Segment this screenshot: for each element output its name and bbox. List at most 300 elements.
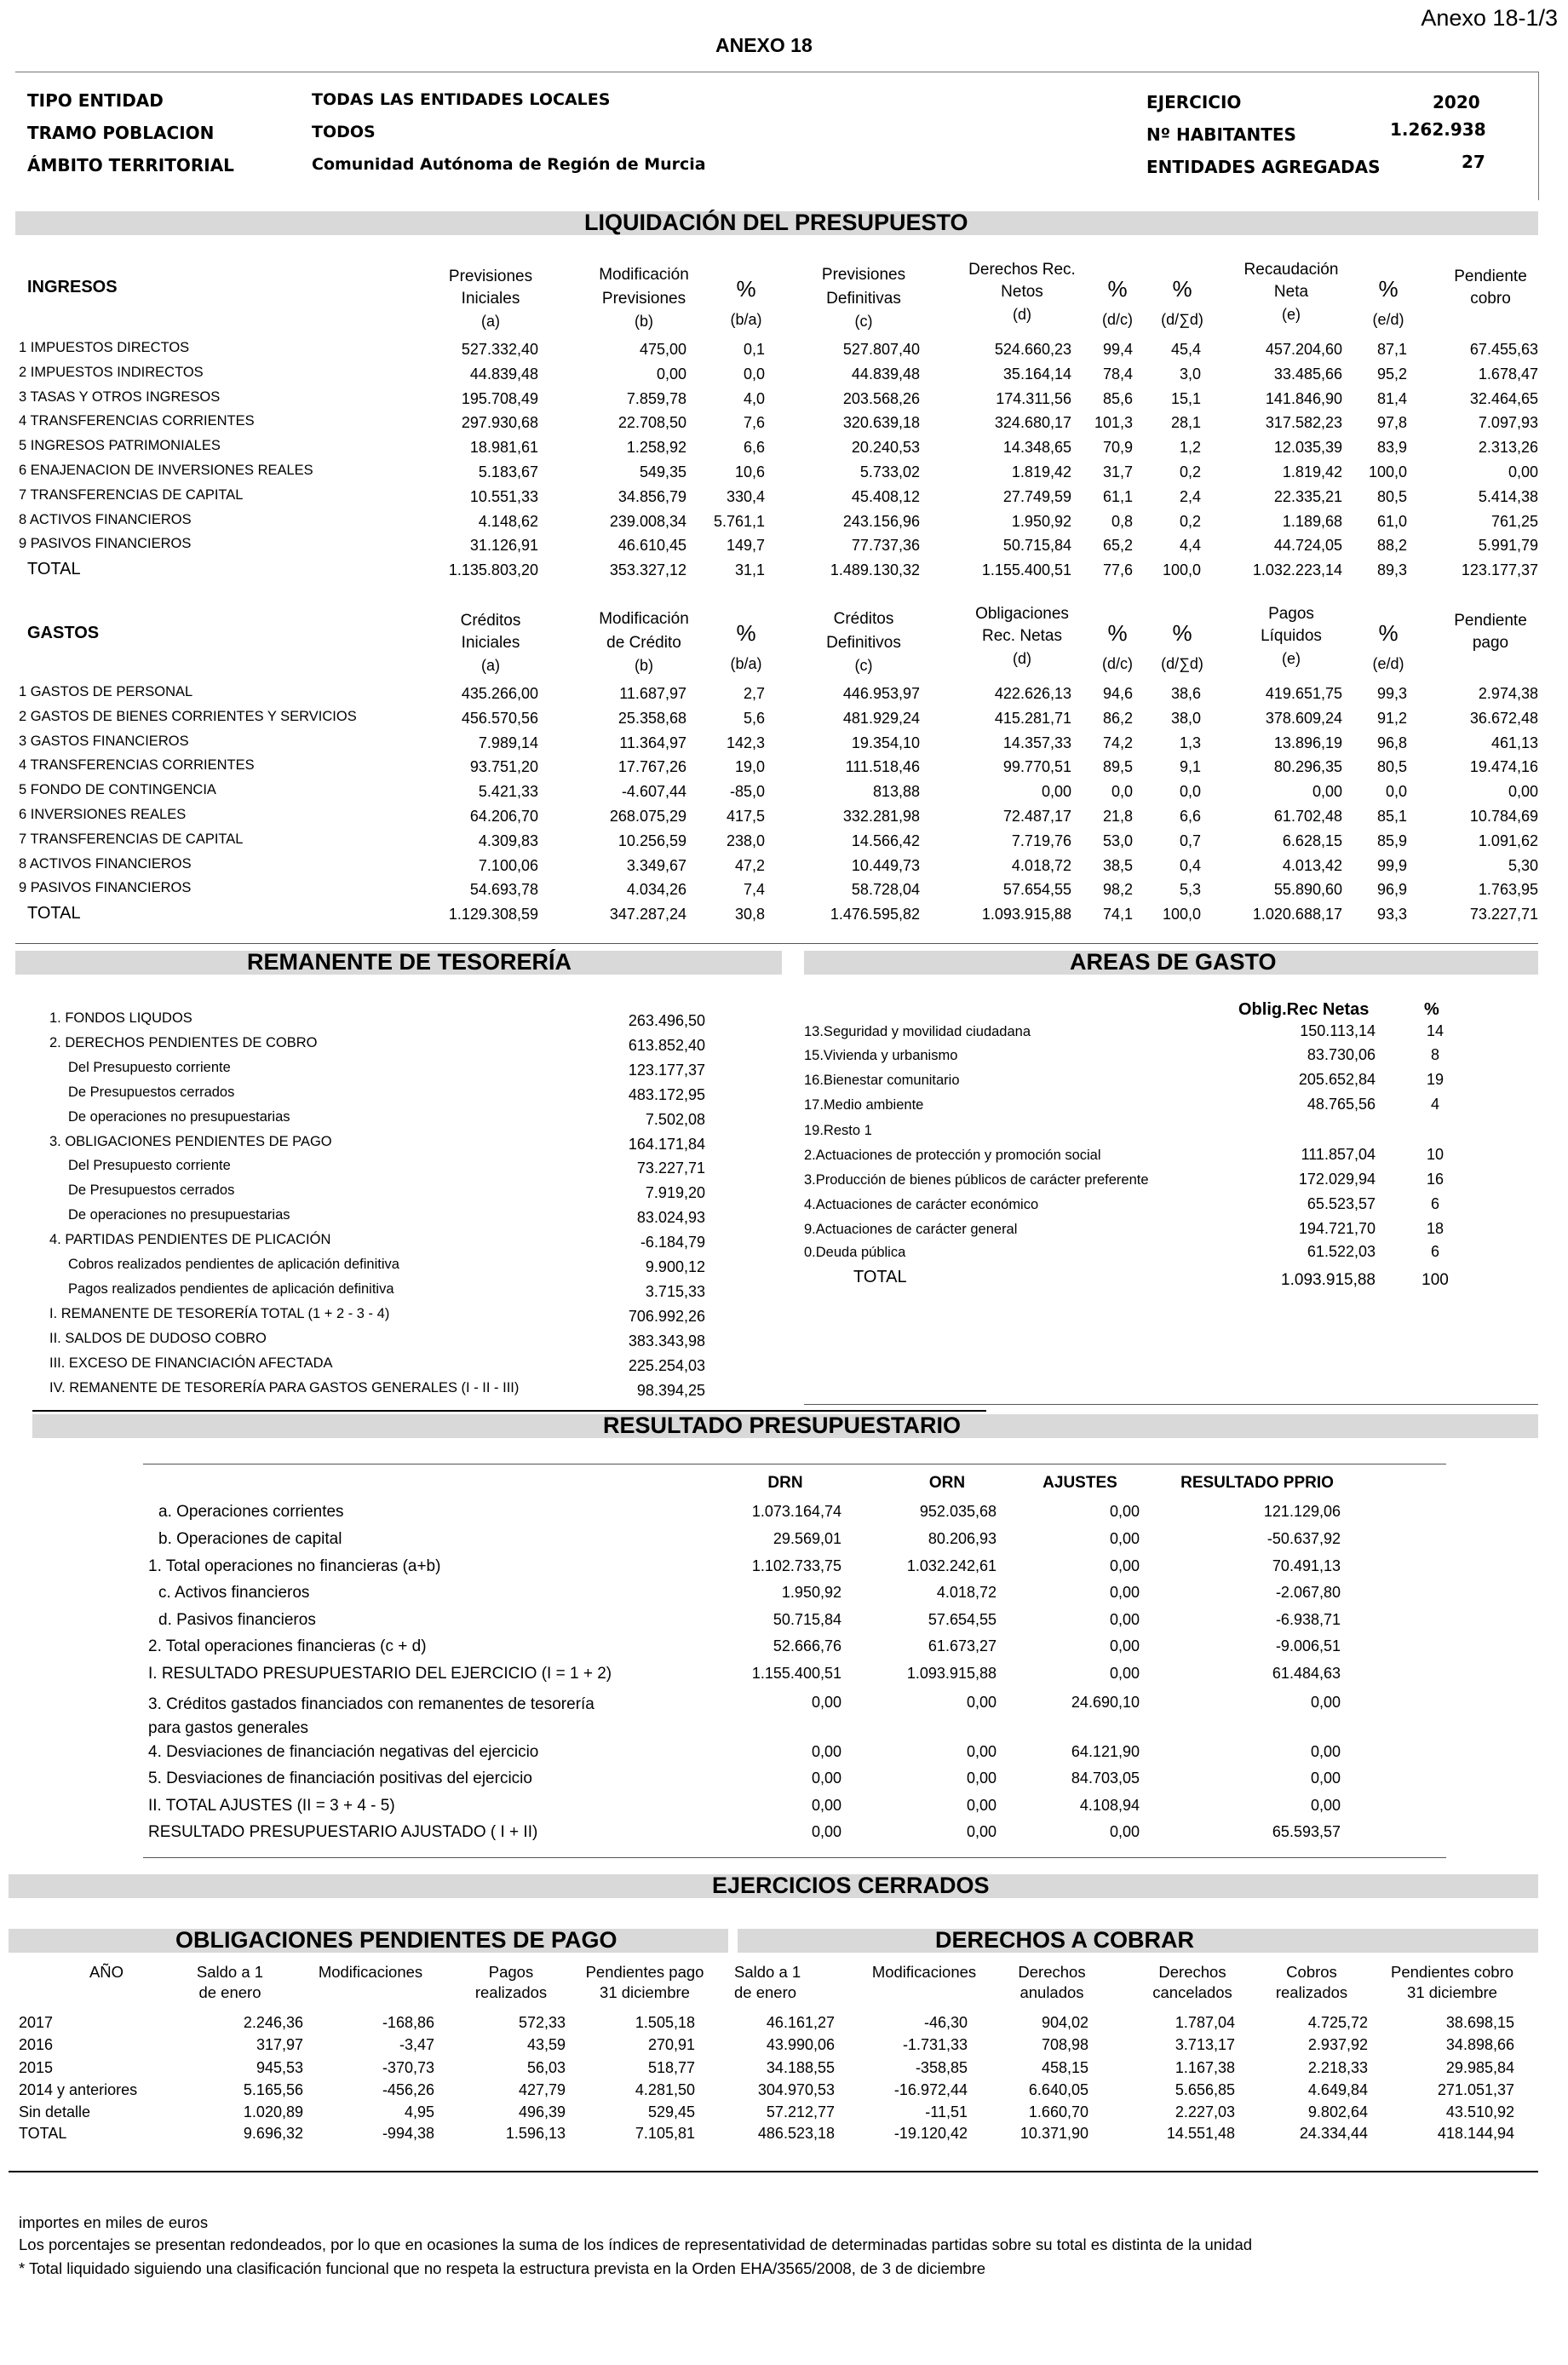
- areas-row-pct: 6: [1430, 1195, 1439, 1212]
- gastos-cell: 456.570,56: [461, 709, 538, 727]
- gastos-header-5-2: (d/c): [1102, 655, 1133, 672]
- gastos-header-5-0: %: [1107, 620, 1128, 646]
- remanente-row-value: 706.992,26: [628, 1307, 705, 1325]
- ingresos-cell: 1.678,47: [1478, 365, 1538, 383]
- resultado-row-label: 5. Desviaciones de financiación positivas del ejercicio: [148, 1769, 532, 1787]
- gastos-cell: 99,3: [1376, 685, 1407, 702]
- cerrados-cell: 945,53: [256, 2059, 303, 2076]
- resultado-row-label: 1. Total operaciones no financieras (a+b): [148, 1557, 441, 1575]
- cerrados-cell: 1.596,13: [505, 2125, 566, 2142]
- gastos-cell: 5,3: [1179, 881, 1201, 899]
- gastos-header-4-2: (d): [1013, 650, 1031, 667]
- resultado-row-label: 3. Créditos gastados financiados con remanentes de tesorería: [148, 1695, 594, 1713]
- ingresos-cell: 243.156,96: [842, 512, 920, 530]
- gastos-cell: 0,00: [1312, 783, 1342, 801]
- cerrados-cell: 14.551,48: [1166, 2125, 1235, 2142]
- gastos-cell: 85,1: [1376, 808, 1407, 825]
- ingresos-cell: 7.097,93: [1478, 414, 1538, 432]
- areas-row-pct: 8: [1430, 1046, 1439, 1063]
- gastos-header-0-2: (a): [481, 657, 500, 674]
- cerrados-cell: 2.937,92: [1307, 2036, 1368, 2053]
- gastos-row-label: 3 GASTOS FINANCIEROS: [19, 733, 189, 749]
- gastos-cell: 10.449,73: [851, 856, 920, 874]
- resultado-cell: 0,00: [1310, 1694, 1341, 1711]
- remanente-row-label: Del Presupuesto corriente: [68, 1158, 231, 1174]
- cerrados-cell: 46.161,27: [766, 2014, 835, 2031]
- remanente-row-label: Cobros realizados pendientes de aplicación definitiva: [68, 1257, 399, 1272]
- resultado-cell: 0,00: [811, 1769, 841, 1787]
- cerrados-cell: -3,47: [399, 2036, 434, 2053]
- gastos-cell: 7.100,06: [478, 856, 538, 874]
- ingresos-cell: 27.749,59: [1002, 487, 1071, 505]
- ingresos-cell: 1.032.223,14: [1252, 561, 1342, 579]
- ingresos-cell: 0,00: [656, 365, 686, 383]
- resultado-row-label: II. TOTAL AJUSTES (II = 3 + 4 - 5): [148, 1797, 395, 1815]
- resultado-cell: 1.032.242,61: [906, 1557, 997, 1574]
- ingresos-cell: 78,4: [1102, 365, 1133, 383]
- gastos-cell: 74,2: [1102, 734, 1133, 751]
- resultado-cell: 0,00: [1109, 1557, 1140, 1574]
- resultado-cell: 0,00: [966, 1694, 997, 1711]
- liquidacion-title: LIQUIDACIÓN DEL PRESUPUESTO: [584, 210, 968, 235]
- ingresos-cell: 20.240,53: [851, 439, 920, 457]
- gastos-cell: 1.129.308,59: [448, 906, 538, 924]
- cerrados-cell: 271.051,37: [1437, 2081, 1514, 2098]
- ingresos-cell: 12.035,39: [1273, 439, 1342, 457]
- gastos-cell: 93,3: [1376, 906, 1407, 924]
- gastos-header-2-2: (b/a): [730, 655, 762, 672]
- ingresos-cell: 18.981,61: [469, 439, 538, 457]
- remanente-row-value: 3.715,33: [645, 1282, 705, 1300]
- gastos-cell: 111.518,46: [845, 758, 920, 776]
- resultado-cell: 64.121,90: [1071, 1743, 1140, 1760]
- resultado-cell: 0,00: [811, 1743, 841, 1760]
- gastos-cell: 1.020.688,17: [1252, 906, 1342, 924]
- tipo-entidad-value: TODAS LAS ENTIDADES LOCALES: [312, 90, 611, 109]
- areas-row-pct: 10: [1426, 1146, 1445, 1163]
- resultado-row-label: I. RESULTADO PRESUPUESTARIO DEL EJERCICIO (I = 1 + 2): [148, 1665, 612, 1683]
- gastos-cell: 94,6: [1102, 685, 1133, 702]
- gastos-cell: 5.421,33: [478, 783, 538, 801]
- gastos-header-1-0: Modificación: [599, 610, 689, 628]
- gastos-header-0-1: Iniciales: [461, 634, 520, 652]
- remanente-row-value: 98.394,25: [636, 1381, 705, 1399]
- resultado-cell: 24.690,10: [1071, 1694, 1140, 1711]
- gastos-cell: -85,0: [729, 783, 765, 801]
- ingresos-cell: 7.859,78: [626, 389, 686, 407]
- resultado-cell: 0,00: [966, 1743, 997, 1760]
- cerrados-header-4-1: 31 diciembre: [600, 1983, 690, 2001]
- cerrados-cell: -19.120,42: [893, 2125, 968, 2142]
- ingresos-cell: 353.327,12: [609, 561, 686, 579]
- cerrados-cell: 6.640,05: [1028, 2081, 1088, 2098]
- ingresos-cell: 35.164,14: [1002, 365, 1071, 383]
- gastos-cell: 813,88: [872, 783, 920, 801]
- cerrados-cell: 34.898,66: [1445, 2036, 1514, 2053]
- gastos-cell: 58.728,04: [851, 881, 920, 899]
- ingresos-cell: 5.733,02: [859, 463, 920, 480]
- ingresos-header-9-0: Pendiente: [1454, 268, 1527, 285]
- resultado-cell: 61.484,63: [1272, 1665, 1341, 1682]
- gastos-cell: 64.206,70: [469, 808, 538, 825]
- ingresos-cell: 45,4: [1170, 341, 1201, 358]
- footnote-line: importes en miles de euros: [19, 2213, 209, 2231]
- ingresos-cell: 50.715,84: [1002, 537, 1071, 555]
- cerrados-header-9-1: realizados: [1275, 1983, 1348, 2001]
- cerrados-cell: 418.144,94: [1437, 2125, 1514, 2142]
- ingresos-cell: 239.008,34: [609, 512, 686, 530]
- ingresos-cell: 7,6: [743, 414, 765, 432]
- gastos-cell: 238,0: [726, 831, 765, 849]
- ingresos-header-1-1: Previsiones: [601, 290, 686, 308]
- ingresos-cell: 44.724,05: [1273, 537, 1342, 555]
- remanente-row-label: De Presupuestos cerrados: [68, 1084, 235, 1100]
- ingresos-cell: 0,00: [1508, 463, 1538, 480]
- ingresos-cell: 100,0: [1162, 561, 1201, 579]
- cerrados-cell: 458,15: [1041, 2059, 1088, 2076]
- gastos-cell: 17.767,26: [617, 758, 686, 776]
- cerrados-header-10-0: Pendientes cobro: [1391, 1963, 1513, 1981]
- gastos-row-label: 9 PASIVOS FINANCIEROS: [19, 880, 192, 896]
- ingresos-header-8-2: (e/d): [1372, 311, 1404, 328]
- ingresos-cell: 0,2: [1179, 463, 1201, 480]
- resultado-bottom-rule: [143, 1857, 1446, 1858]
- remanente-row-value: 7.502,08: [645, 1110, 705, 1128]
- resultado-title: RESULTADO PRESUPUESTARIO: [603, 1413, 962, 1438]
- gastos-header-3-2: (c): [854, 657, 873, 674]
- gastos-header-3-1: Definitivos: [826, 634, 901, 652]
- ingresos-cell: 123.177,37: [1461, 561, 1538, 579]
- areas-row-label: 4.Actuaciones de carácter económico: [804, 1197, 1039, 1212]
- cerrados-header-7-0: Derechos: [1018, 1963, 1086, 1981]
- ingresos-cell: 5.183,67: [478, 463, 538, 480]
- gastos-cell: 1.093.915,88: [981, 906, 1071, 924]
- gastos-row-label: 1 GASTOS DE PERSONAL: [19, 684, 193, 699]
- gastos-cell: 47,2: [734, 856, 765, 874]
- gastos-row-label: 5 FONDO DE CONTINGENCIA: [19, 782, 216, 798]
- gastos-header-7-0: Pagos: [1268, 605, 1314, 623]
- ingresos-cell: 524.660,23: [994, 341, 1071, 358]
- gastos-cell: 19,0: [734, 758, 765, 776]
- ingresos-label: INGRESOS: [27, 278, 118, 296]
- areas-row-value: 111.857,04: [1301, 1146, 1376, 1163]
- ambito-territorial-value: Comunidad Autónoma de Región de Murcia: [312, 155, 706, 174]
- ingresos-cell: 61,0: [1376, 512, 1407, 530]
- remanente-row-value: 123.177,37: [628, 1061, 705, 1079]
- ingresos-cell: 77,6: [1102, 561, 1133, 579]
- gastos-cell: 85,9: [1376, 831, 1407, 849]
- remanente-row-label: 4. PARTIDAS PENDIENTES DE PLICACIÓN: [49, 1232, 331, 1248]
- gastos-cell: 11.687,97: [619, 685, 686, 702]
- areas-row-pct: 16: [1426, 1171, 1445, 1188]
- ingresos-cell: 97,8: [1376, 414, 1407, 432]
- remanente-row-label: De operaciones no presupuestarias: [68, 1207, 290, 1223]
- cerrados-cell: 7.105,81: [635, 2125, 695, 2142]
- areas-row-value: 194.721,70: [1298, 1220, 1376, 1237]
- remanente-bottom-rule: [32, 1410, 986, 1412]
- gastos-cell: 80,5: [1376, 758, 1407, 776]
- resultado-row-label: c. Activos financieros: [158, 1584, 310, 1602]
- gastos-cell: 30,8: [734, 906, 765, 924]
- ingresos-cell: 10.551,33: [469, 487, 538, 505]
- ingresos-cell: 1.819,42: [1011, 463, 1071, 480]
- areas-row-label: 13.Seguridad y movilidad ciudadana: [804, 1024, 1031, 1039]
- cerrados-cell: 904,02: [1041, 2014, 1088, 2031]
- remanente-row-label: De operaciones no presupuestarias: [68, 1108, 290, 1125]
- gastos-cell: 19.474,16: [1469, 758, 1538, 776]
- cerrados-header-0-0: AÑO: [89, 1963, 124, 1981]
- ingresos-cell: 1.189,68: [1282, 512, 1342, 530]
- gastos-cell: 80.296,35: [1273, 758, 1342, 776]
- areas-row-pct: 19: [1426, 1071, 1445, 1088]
- oblig-title: OBLIGACIONES PENDIENTES DE PAGO: [175, 1927, 617, 1953]
- cerrados-cell: 4.725,72: [1307, 2014, 1368, 2031]
- ingresos-header-7-0: Recaudación: [1243, 261, 1339, 279]
- cerrados-cell: 518,77: [647, 2059, 695, 2076]
- ingresos-header-3-0: Previsiones: [821, 266, 906, 284]
- gastos-cell: 13.896,19: [1273, 734, 1342, 751]
- resultado-cell: 1.073.164,74: [751, 1503, 841, 1520]
- ambito-territorial-label: ÁMBITO TERRITORIAL: [27, 155, 234, 176]
- areas-row-value: 65.523,57: [1307, 1195, 1376, 1212]
- cerrados-cell: 29.985,84: [1445, 2059, 1514, 2076]
- ingresos-cell: 15,1: [1170, 389, 1201, 407]
- cerrados-cell: 5.656,85: [1175, 2081, 1235, 2098]
- ingresos-cell: 81,4: [1376, 389, 1407, 407]
- resultado-cell: 4.018,72: [936, 1584, 997, 1601]
- cerrados-cell: 1.787,04: [1175, 2014, 1235, 2031]
- gastos-row-label: 8 ACTIVOS FINANCIEROS: [19, 855, 192, 872]
- ingresos-row-label: 7 TRANSFERENCIAS DE CAPITAL: [19, 486, 244, 503]
- cerrados-cell: 304.970,53: [757, 2081, 835, 2098]
- ingresos-cell: 44.839,48: [469, 365, 538, 383]
- gastos-cell: 96,9: [1376, 881, 1407, 899]
- gastos-cell: 7.989,14: [478, 734, 538, 751]
- resultado-cell: 0,00: [1109, 1503, 1140, 1520]
- areas-row-label: 2.Actuaciones de protección y promoción social: [804, 1148, 1101, 1163]
- cerrados-cell: 43.990,06: [766, 2036, 835, 2053]
- gastos-cell: 38,0: [1170, 709, 1201, 727]
- resultado-cell: 29.569,01: [773, 1530, 841, 1547]
- ingresos-header-1-0: Modificación: [599, 266, 689, 284]
- ingresos-cell: 475,00: [639, 341, 686, 358]
- gastos-cell: 14.566,42: [851, 831, 920, 849]
- gastos-cell: 378.609,24: [1265, 709, 1342, 727]
- resultado-cell: 0,00: [811, 1694, 841, 1711]
- ingresos-cell: 149,7: [726, 537, 765, 555]
- gastos-cell: 72.487,17: [1002, 808, 1071, 825]
- ingresos-header-4-1: Netos: [1001, 283, 1043, 301]
- gastos-cell: 347.287,24: [609, 906, 686, 924]
- ingresos-cell: 100,0: [1368, 463, 1407, 480]
- cerrados-cell: -16.972,44: [893, 2081, 968, 2098]
- gastos-cell: 7,4: [743, 881, 765, 899]
- ingresos-cell: 457.204,60: [1265, 341, 1342, 358]
- resultado-cell: 0,00: [811, 1823, 841, 1840]
- gastos-cell: 6.628,15: [1282, 831, 1342, 849]
- areas-row-pct: 4: [1430, 1096, 1439, 1113]
- remanente-row-value: 7.919,20: [645, 1184, 705, 1202]
- remanente-row-value: 225.254,03: [628, 1356, 705, 1374]
- gastos-cell: 481.929,24: [842, 709, 920, 727]
- gastos-cell: 6,6: [1179, 808, 1201, 825]
- gastos-row-label: 6 INVERSIONES REALES: [19, 807, 187, 822]
- resultado-cell: 4.108,94: [1079, 1797, 1140, 1814]
- gastos-cell: 332.281,98: [842, 808, 920, 825]
- ingresos-cell: 101,3: [1094, 414, 1133, 432]
- cerrados-cell: 317,97: [256, 2036, 303, 2053]
- ingresos-cell: 89,3: [1376, 561, 1407, 579]
- gastos-cell: 10.256,59: [617, 831, 686, 849]
- remanente-title: REMANENTE DE TESORERÍA: [247, 949, 572, 975]
- ingresos-header-0-0: Previsiones: [448, 268, 533, 285]
- resultado-cell: 0,00: [1310, 1769, 1341, 1787]
- liquidacion-bottom-rule: [15, 943, 1538, 944]
- ingresos-cell: 67.455,63: [1469, 341, 1538, 358]
- ingresos-cell: 2,4: [1179, 487, 1201, 505]
- cerrados-cell: 2.227,03: [1175, 2103, 1235, 2120]
- ingresos-cell: 65,2: [1102, 537, 1133, 555]
- gastos-cell: 5,30: [1508, 856, 1538, 874]
- ingresos-cell: 317.582,23: [1265, 414, 1342, 432]
- ingresos-cell: 2.313,26: [1478, 439, 1538, 457]
- remanente-row-label: I. REMANENTE DE TESORERÍA TOTAL (1 + 2 - 3 - 4): [49, 1305, 390, 1321]
- agregadas-value: 27: [1462, 152, 1485, 172]
- areas-row-value: 172.029,94: [1298, 1171, 1376, 1188]
- ingresos-cell: 22.708,50: [617, 414, 686, 432]
- gastos-cell: 98,2: [1102, 881, 1133, 899]
- resultado-header: AJUSTES: [1042, 1474, 1117, 1492]
- cerrados-title: EJERCICIOS CERRADOS: [712, 1873, 990, 1898]
- cerrados-cell: 38.698,15: [1445, 2014, 1514, 2031]
- gastos-header-1-1: de Crédito: [606, 634, 681, 652]
- cerrados-cell: 4.281,50: [635, 2081, 695, 2098]
- ingresos-cell: 195.708,49: [461, 389, 538, 407]
- cerrados-row-label: Sin detalle: [19, 2103, 91, 2120]
- ingresos-cell: 3,0: [1179, 365, 1201, 383]
- ingresos-cell: 4,0: [743, 389, 765, 407]
- ingresos-header-7-1: Neta: [1273, 283, 1309, 301]
- ingresos-header-6-2: (d/∑d): [1161, 311, 1203, 328]
- ingresos-cell: 10,6: [734, 463, 765, 480]
- areas-row-value: 205.652,84: [1298, 1071, 1376, 1088]
- gastos-cell: 99.770,51: [1002, 758, 1071, 776]
- resultado-cell: 70.491,13: [1272, 1557, 1341, 1574]
- resultado-row-label: 2. Total operaciones financieras (c + d): [148, 1637, 427, 1655]
- ingresos-cell: 88,2: [1376, 537, 1407, 555]
- remanente-row-label: 2. DERECHOS PENDIENTES DE COBRO: [49, 1034, 318, 1050]
- gastos-cell: 74,1: [1102, 906, 1133, 924]
- cerrados-header-1-1: de enero: [198, 1983, 261, 2001]
- resultado-cell: 0,00: [1109, 1530, 1140, 1547]
- cerrados-cell: 2.246,36: [243, 2014, 303, 2031]
- gastos-cell: 1,3: [1179, 734, 1201, 751]
- gastos-cell: 1.476.595,82: [830, 906, 920, 924]
- ingresos-cell: 0,2: [1179, 512, 1201, 530]
- areas-row-label: 16.Bienestar comunitario: [804, 1073, 960, 1088]
- resultado-cell: 0,00: [1310, 1797, 1341, 1814]
- ingresos-cell: 14.348,65: [1002, 439, 1071, 457]
- gastos-cell: 25.358,68: [617, 709, 686, 727]
- cerrados-cell: 270,91: [647, 2036, 695, 2053]
- cerrados-cell: -11,51: [925, 2103, 968, 2120]
- resultado-cell: 0,00: [1109, 1584, 1140, 1601]
- remanente-row-value: 483.172,95: [628, 1085, 705, 1103]
- remanente-row-label: Del Presupuesto corriente: [68, 1059, 231, 1075]
- ingresos-cell: 0,0: [743, 365, 765, 383]
- ingresos-cell: 203.568,26: [842, 389, 920, 407]
- ingresos-cell: 33.485,66: [1273, 365, 1342, 383]
- resultado-cell: 0,00: [811, 1797, 841, 1814]
- resultado-cell: 61.673,27: [928, 1637, 997, 1654]
- gastos-cell: 419.651,75: [1265, 685, 1342, 702]
- resultado-cell: 50.715,84: [773, 1611, 841, 1628]
- ingresos-cell: 31,1: [734, 561, 765, 579]
- cerrados-cell: -456,26: [382, 2081, 434, 2098]
- gastos-header-3-0: Créditos: [833, 610, 894, 628]
- remanente-row-label: 3. OBLIGACIONES PENDIENTES DE PAGO: [49, 1133, 332, 1149]
- ingresos-header-8-0: %: [1378, 276, 1399, 302]
- gastos-cell: 4.018,72: [1011, 856, 1071, 874]
- resultado-cell: 0,00: [1310, 1743, 1341, 1760]
- gastos-cell: 4.034,26: [626, 881, 686, 899]
- resultado-header: DRN: [767, 1474, 803, 1492]
- resultado-cell: 0,00: [1109, 1637, 1140, 1654]
- gastos-cell: -4.607,44: [621, 783, 686, 801]
- cerrados-cell: 2.218,33: [1307, 2059, 1368, 2076]
- ingresos-row-label: 1 IMPUESTOS DIRECTOS: [19, 340, 190, 355]
- gastos-header-2-0: %: [736, 620, 756, 646]
- ingresos-row-label: 6 ENAJENACION DE INVERSIONES REALES: [19, 463, 313, 478]
- cerrados-cell: 4.649,84: [1307, 2081, 1368, 2098]
- ingresos-cell: 22.335,21: [1273, 487, 1342, 505]
- areas-row-value: 61.522,03: [1307, 1243, 1376, 1260]
- ingresos-cell: 1.819,42: [1282, 463, 1342, 480]
- gastos-cell: 93.751,20: [469, 758, 538, 776]
- ingresos-cell: 95,2: [1376, 365, 1407, 383]
- gastos-cell: 21,8: [1102, 808, 1133, 825]
- cerrados-row-label: 2014 y anteriores: [19, 2081, 138, 2098]
- areas-row-label: 17.Medio ambiente: [804, 1097, 924, 1113]
- gastos-cell: 142,3: [726, 734, 765, 751]
- gastos-cell: 9,1: [1179, 758, 1201, 776]
- gastos-cell: 435.266,00: [461, 685, 538, 702]
- ingresos-header-0-1: Iniciales: [461, 290, 520, 308]
- resultado-cell: 0,00: [1109, 1665, 1140, 1682]
- gastos-cell: 5,6: [743, 709, 765, 727]
- ingresos-row-label: 4 TRANSFERENCIAS CORRIENTES: [19, 413, 255, 429]
- gastos-cell: 0,00: [1041, 783, 1071, 801]
- ingresos-cell: 1.135.803,20: [448, 561, 538, 579]
- gastos-cell: 7.719,76: [1011, 831, 1071, 849]
- ingresos-row-label: TOTAL: [27, 560, 81, 579]
- gastos-header-9-1: pago: [1472, 634, 1509, 652]
- resultado-header: ORN: [928, 1474, 966, 1492]
- resultado-row-label: 4. Desviaciones de financiación negativas del ejercicio: [148, 1743, 539, 1761]
- ingresos-header-7-2: (e): [1282, 306, 1301, 323]
- resultado-cell: 1.155.400,51: [751, 1665, 841, 1682]
- resultado-cell: 84.703,05: [1071, 1769, 1140, 1787]
- gastos-cell: 89,5: [1102, 758, 1133, 776]
- remanente-row-label: IV. REMANENTE DE TESORERÍA PARA GASTOS GENERALES (I - II - III): [49, 1379, 520, 1395]
- gastos-cell: 99,9: [1376, 856, 1407, 874]
- areas-row-pct: 6: [1430, 1243, 1439, 1260]
- cerrados-cell: 9.802,64: [1307, 2103, 1368, 2120]
- cerrados-cell: 34.188,55: [766, 2059, 835, 2076]
- gastos-header-4-0: Obligaciones: [975, 605, 1069, 623]
- gastos-cell: 0,7: [1179, 831, 1201, 849]
- remanente-row-label: 1. FONDOS LIQUDOS: [49, 1010, 192, 1026]
